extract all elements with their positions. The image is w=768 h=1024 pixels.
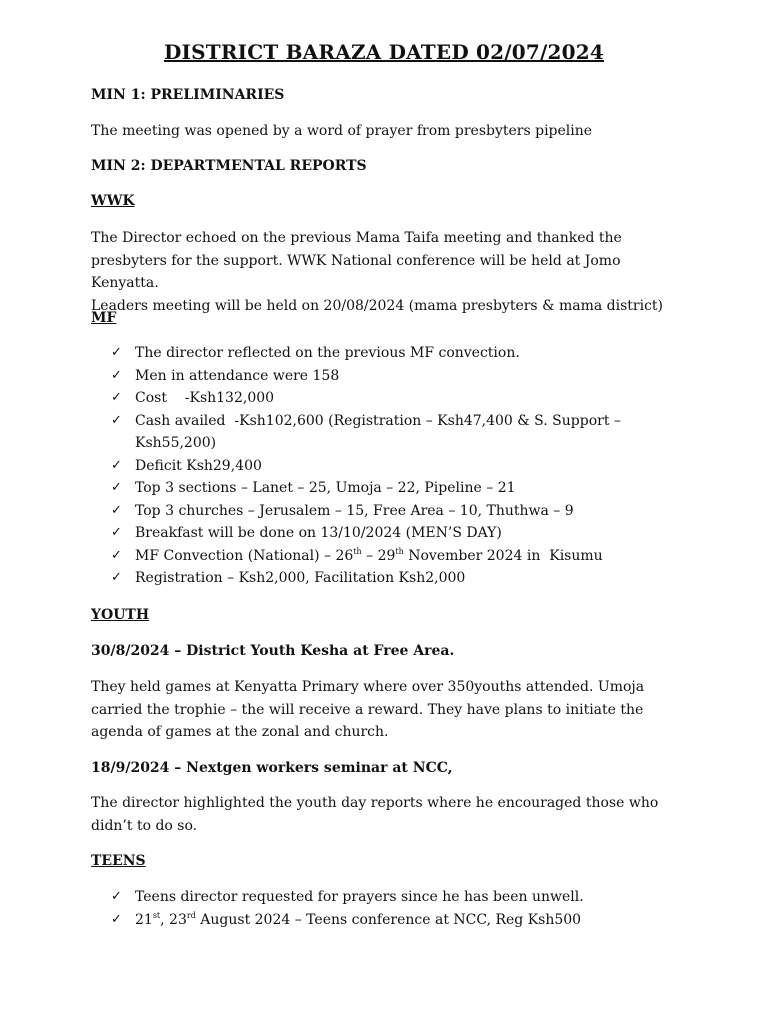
mf-heading: MF [91,310,117,326]
paragraph-line: presbyters for the support. WWK National conference will be held at Jomo Kenyatta. [91,252,621,291]
check-icon: ✓ [111,889,122,904]
teens-list [91,886,691,931]
list-item: ✓ Cost -Ksh132,000 [91,387,691,410]
paragraph-line: The Director echoed on the previous Mama Taifa meeting and thanked the [91,230,622,246]
youth-heading: YOUTH [91,607,150,623]
paragraph-line: They held games at Kenyatta Primary where over 350youths attended. Umoja [91,679,645,695]
check-icon: ✓ [111,412,122,428]
check-icon: ✓ [111,502,122,518]
paragraph-line: Leaders meeting will be held on 20/08/2024 (mama presbyters & mama district) [91,297,664,314]
check-icon: ✓ [111,547,122,563]
check-icon: ✓ [111,345,122,360]
list-item: ✓ Breakfast will be done on 13/10/2024 (MEN’S DAY) [91,522,691,545]
min2-heading: MIN 2: DEPARTMENTAL REPORTS [91,158,367,174]
paragraph-line: The director highlighted the youth day reports where he encouraged those who [91,795,659,811]
check-icon: ✓ [111,911,122,927]
wwk-paragraph [91,227,691,317]
paragraph-line: agenda of games at the zonal and church. [91,724,389,740]
check-icon: ✓ [111,570,122,585]
check-icon: ✓ [111,390,122,405]
min1-text: The meeting was opened by a word of prayer from presbyters pipeline [91,123,593,139]
list-item: ✓ MF Convection (National) – 26th – 29th November 2024 in Kisumu [91,545,691,568]
list-item: ✓ Top 3 sections – Lanet – 25, Umoja – 22, Pipeline – 21 [91,477,691,500]
list-item: ✓ Cash availed -Ksh102,600 (Registration – Ksh47,400 & S. Support – Ksh55,200) [91,410,691,455]
check-icon: ✓ [111,457,122,473]
check-icon: ✓ [111,480,122,495]
check-icon: ✓ [111,525,122,540]
mf-list [91,342,691,590]
list-item: ✓ Registration – Ksh2,000, Facilitation Ksh2,000 [91,567,691,590]
list-item: ✓ Teens director requested for prayers since he has been unwell. [91,886,691,909]
list-item: ✓ Top 3 churches – Jerusalem – 15, Free Area – 10, Thuthwa – 9 [91,500,691,523]
list-item: ✓ Men in attendance were 158 [91,365,691,388]
youth-event2-paragraph [91,792,691,837]
min1-heading: MIN 1: PRELIMINARIES [91,87,285,103]
youth-event2-heading: 18/9/2024 – Nextgen workers seminar at NCC, [91,760,453,776]
youth-event1-heading: 30/8/2024 – District Youth Kesha at Free Area. [91,643,455,659]
document-title: DISTRICT BARAZA DATED 02/07/2024 [164,40,604,64]
list-item: ✓ 21st, 23rd August 2024 – Teens conference at NCC, Reg Ksh500 [91,909,691,932]
paragraph-line: didn’t to do so. [91,817,198,834]
youth-event1-paragraph [91,676,691,744]
wwk-heading: WWK [91,193,135,209]
teens-heading: TEENS [91,853,146,869]
list-item: ✓ Deficit Ksh29,400 [91,455,691,478]
check-icon: ✓ [111,367,122,383]
list-item: ✓ The director reflected on the previous MF convection. [91,342,691,365]
paragraph-line: carried the trophie – the will receive a reward. They have plans to initiate the [91,701,644,718]
